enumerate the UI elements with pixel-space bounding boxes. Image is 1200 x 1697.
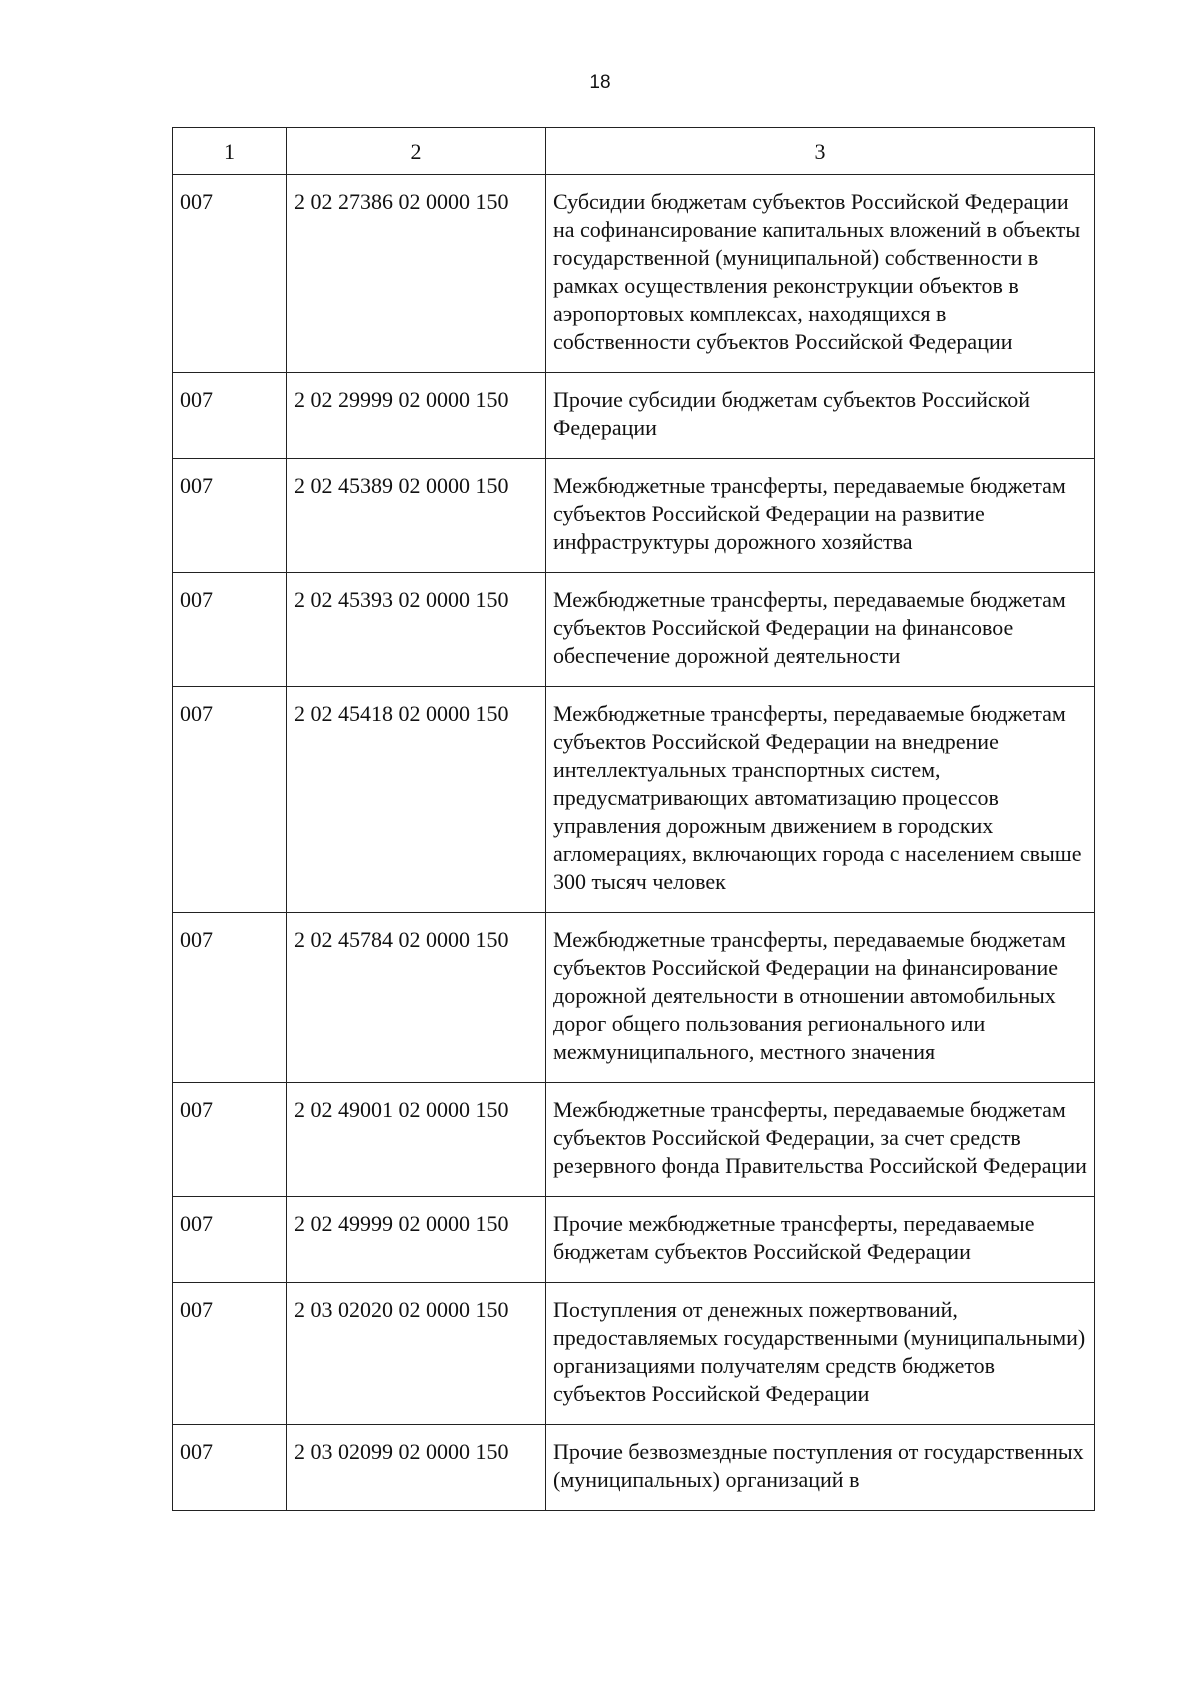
table-row [173, 1425, 1095, 1511]
description-cell: Межбюджетные трансферты, передаваемые бюджетам субъектов Российской Федерации, за счет средств резервного фонда Правительства Российской Федерации [546, 1083, 1095, 1197]
table-row [173, 913, 1095, 1083]
table-row [173, 1197, 1095, 1283]
admin-code-cell: 007 [173, 459, 287, 573]
budget-code-cell: 2 02 45389 02 0000 150 [287, 459, 546, 573]
column-header-3: 3 [546, 128, 1095, 175]
budget-code-cell: 2 02 27386 02 0000 150 [287, 175, 546, 373]
description-cell: Прочие субсидии бюджетам субъектов Российской Федерации [546, 373, 1095, 459]
column-header-1: 1 [173, 128, 287, 175]
table-header-row [173, 128, 1095, 175]
revenue-codes-table [172, 127, 1095, 1511]
table-row [173, 573, 1095, 687]
table-row [173, 459, 1095, 573]
table-row [173, 1083, 1095, 1197]
description-cell: Межбюджетные трансферты, передаваемые бюджетам субъектов Российской Федерации на финансирование дорожной деятельности в отношении автомобильных дорог общего пользования регионального или межмуниципального, местного значения [546, 913, 1095, 1083]
description-cell: Межбюджетные трансферты, передаваемые бюджетам субъектов Российской Федерации на внедрение интеллектуальных транспортных систем, предусматривающих автоматизацию процессов управления дорожным движением в городских агломерациях, включающих города с населением свыше 300 тысяч человек [546, 687, 1095, 913]
budget-code-cell: 2 03 02099 02 0000 150 [287, 1425, 546, 1511]
budget-code-cell: 2 02 29999 02 0000 150 [287, 373, 546, 459]
admin-code-cell: 007 [173, 1283, 287, 1425]
table-row [173, 1283, 1095, 1425]
admin-code-cell: 007 [173, 687, 287, 913]
admin-code-cell: 007 [173, 913, 287, 1083]
admin-code-cell: 007 [173, 1083, 287, 1197]
budget-code-cell: 2 03 02020 02 0000 150 [287, 1283, 546, 1425]
description-cell: Прочие межбюджетные трансферты, передаваемые бюджетам субъектов Российской Федерации [546, 1197, 1095, 1283]
admin-code-cell: 007 [173, 573, 287, 687]
budget-code-cell: 2 02 45784 02 0000 150 [287, 913, 546, 1083]
description-cell: Прочие безвозмездные поступления от государственных (муниципальных) организаций в [546, 1425, 1095, 1511]
budget-code-cell: 2 02 45393 02 0000 150 [287, 573, 546, 687]
budget-code-cell: 2 02 49001 02 0000 150 [287, 1083, 546, 1197]
admin-code-cell: 007 [173, 373, 287, 459]
admin-code-cell: 007 [173, 1197, 287, 1283]
budget-code-cell: 2 02 49999 02 0000 150 [287, 1197, 546, 1283]
budget-code-cell: 2 02 45418 02 0000 150 [287, 687, 546, 913]
column-header-2: 2 [287, 128, 546, 175]
description-cell: Поступления от денежных пожертвований, предоставляемых государственными (муниципальными) организациями получателям средств бюджетов субъектов Российской Федерации [546, 1283, 1095, 1425]
description-cell: Субсидии бюджетам субъектов Российской Федерации на софинансирование капитальных вложений в объекты государственной (муниципальной) собственности в рамках осуществления реконструкции объектов в аэропортовых комплексах, находящихся в собственности субъектов Российской Федерации [546, 175, 1095, 373]
admin-code-cell: 007 [173, 1425, 287, 1511]
table-row [173, 373, 1095, 459]
description-cell: Межбюджетные трансферты, передаваемые бюджетам субъектов Российской Федерации на развитие инфраструктуры дорожного хозяйства [546, 459, 1095, 573]
table-row [173, 175, 1095, 373]
table-row [173, 687, 1095, 913]
page-number: 18 [589, 72, 611, 93]
description-cell: Межбюджетные трансферты, передаваемые бюджетам субъектов Российской Федерации на финансовое обеспечение дорожной деятельности [546, 573, 1095, 687]
admin-code-cell: 007 [173, 175, 287, 373]
